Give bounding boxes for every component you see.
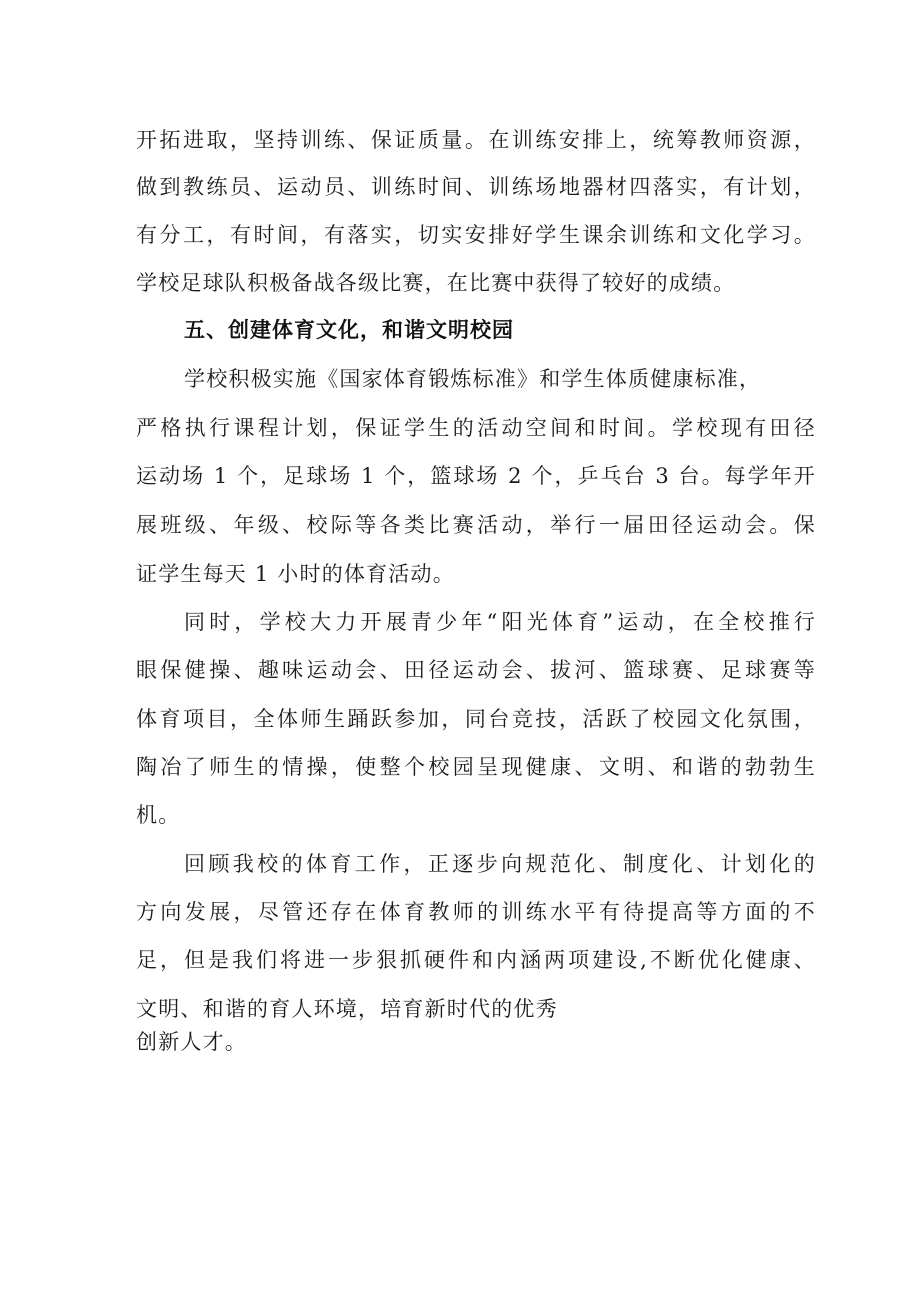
paragraph1-line-4: 展班级、年级、校际等各类比赛活动，举行一届田径运动会。保 bbox=[136, 513, 816, 537]
section-heading: 五、创建体育文化，和谐文明校园 bbox=[184, 318, 514, 342]
paragraph2-line-3: 体育项目，全体师生踊跃参加，同台竞技，活跃了校园文化氛围， bbox=[136, 707, 816, 731]
paragraph1-line-2: 严格执行课程计划，保证学生的活动空间和时间。学校现有田径 bbox=[136, 416, 816, 440]
intro-line-2: 做到教练员、运动员、训练时间、训练场地器材四落实，有计划， bbox=[136, 175, 816, 199]
paragraph2-line-4: 陶冶了师生的情操，使整个校园呈现健康、文明、和谐的勃勃生 bbox=[136, 755, 816, 779]
paragraph2-line-2: 眼保健操、趣味运动会、田径运动会、拔河、篮球赛、足球赛等 bbox=[136, 658, 816, 682]
paragraph1-line-5: 证学生每天 1 小时的体育活动。 bbox=[136, 562, 455, 586]
paragraph2-line-1: 同时，学校大力开展青少年“阳光体育”运动，在全校推行 bbox=[184, 610, 816, 634]
intro-line-3: 有分工，有时间，有落实，切实安排好学生课余训练和文化学习。 bbox=[136, 223, 816, 247]
intro-line-1: 开拓进取，坚持训练、保证质量。在训练安排上，统筹教师资源， bbox=[136, 128, 816, 152]
paragraph3-line-4: 文明、和谐的育人环境，培育新时代的优秀 bbox=[136, 997, 558, 1021]
paragraph2-line-5: 机。 bbox=[136, 803, 181, 827]
intro-line-4: 学校足球队积极备战各级比赛，在比赛中获得了较好的成绩。 bbox=[136, 271, 736, 295]
paragraph3-line-3: 足，但是我们将进一步狠抓硬件和内涵两项建设,不断优化健康、 bbox=[136, 948, 816, 972]
paragraph3-line-5: 创新人才。 bbox=[136, 1030, 247, 1054]
paragraph3-line-1: 回顾我校的体育工作，正逐步向规范化、制度化、计划化的 bbox=[184, 852, 816, 876]
paragraph3-line-2: 方向发展，尽管还存在体育教师的训练水平有待提高等方面的不 bbox=[136, 900, 816, 924]
paragraph1-line-1: 学校积极实施《国家体育锻炼标准》和学生体质健康标准， bbox=[184, 367, 762, 391]
paragraph1-line-3: 运动场 1 个，足球场 1 个，篮球场 2 个，乒乓台 3 台。每学年开 bbox=[136, 464, 816, 488]
